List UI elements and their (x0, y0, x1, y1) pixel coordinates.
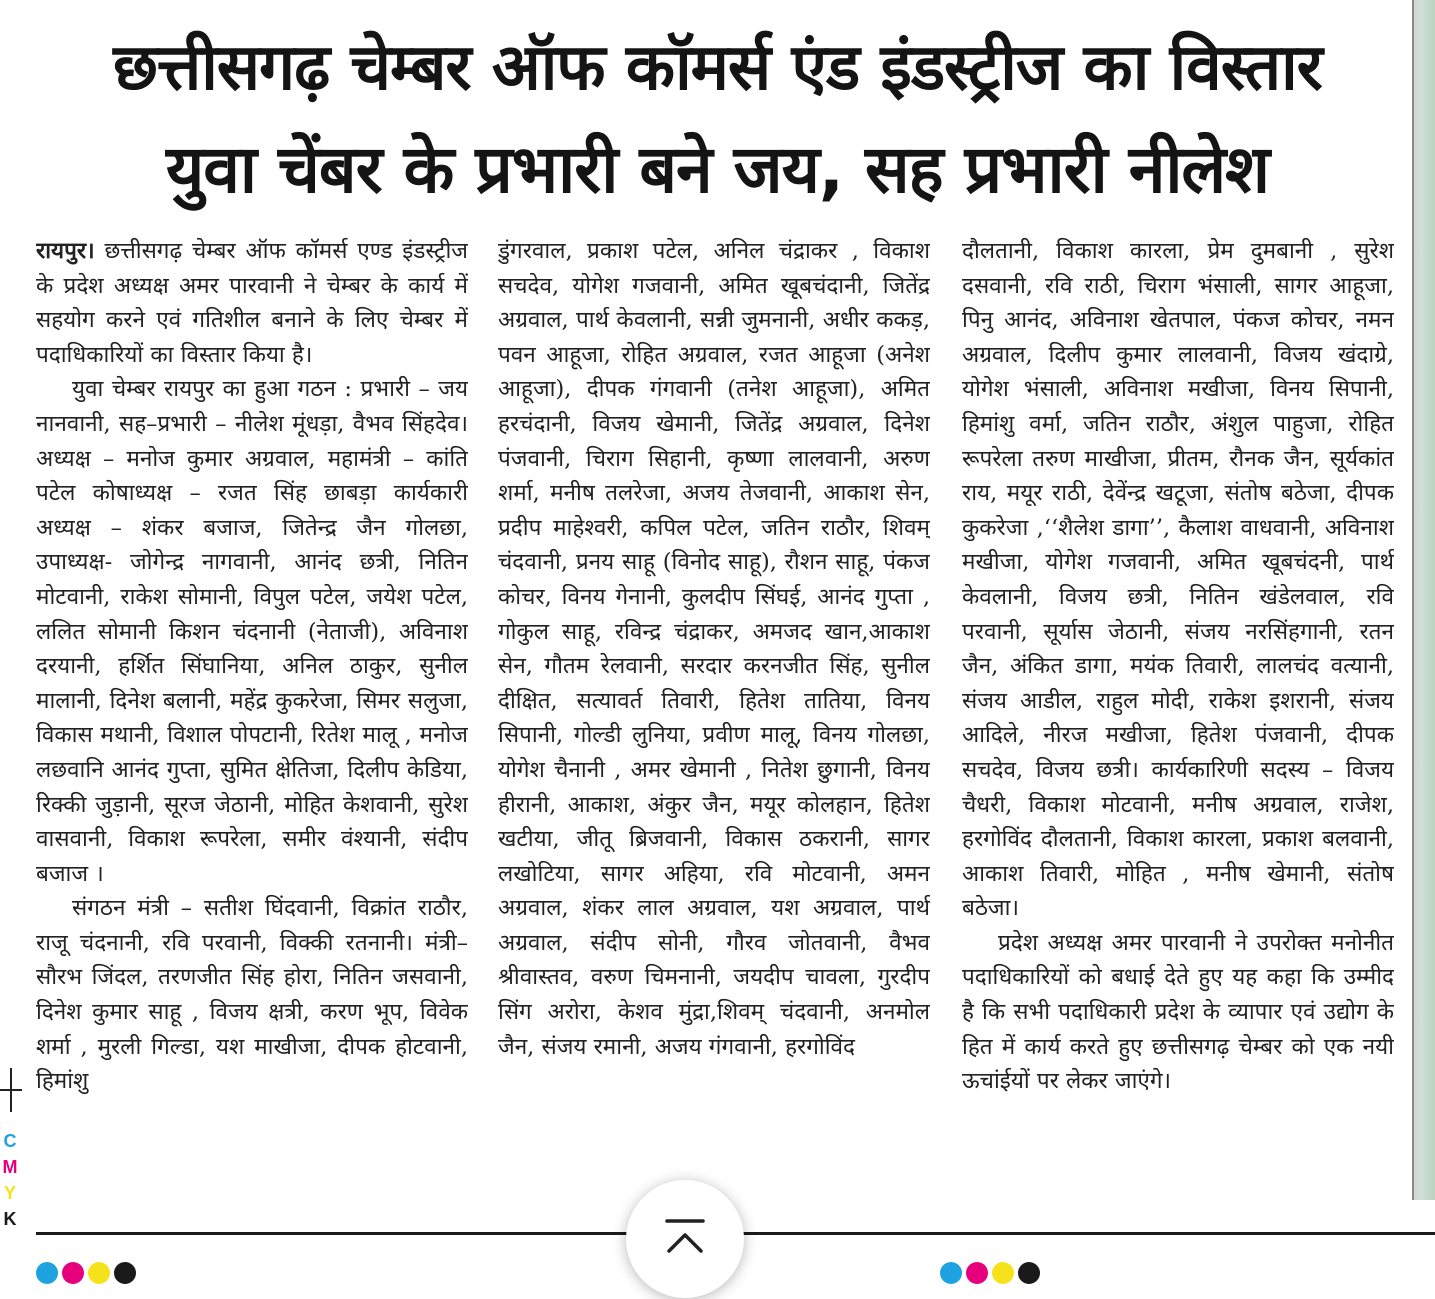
registration-mark-icon (0, 1068, 22, 1112)
color-bar-right (940, 1262, 1040, 1284)
cmyk-letter-k: K (3, 1209, 17, 1229)
cmyk-letter-m: M (2, 1157, 18, 1177)
article-paragraph: प्रदेश अध्यक्ष अमर पारवानी ने उपरोक्त मनोनीत पदाधिकारियों को बधाई देते हुए यह कहा कि उम्मीद है कि सभी पदाधिकारी प्रदेश के व्यापार एवं उद्योग के हित में कार्य करते हुए छत्तीसगढ़ चेम्बर को एक नयी ऊचांईयों पर लेकर जाएंगे। (962, 929, 1394, 1095)
cmyk-letter-c: C (3, 1131, 17, 1151)
article-paragraph: डुंगरवाल, प्रकाश पटेल, अनिल चंद्राकर , विकाश सचदेव, योगेश गजवानी, अमित खूबचंदानी, जितेंद्र अग्रवाल, पार्थ केवलानी, सन्नी जुमनानी, अधीर ककड़, पवन आहूजा, रोहित अग्रवाल, रजत आहूजा (अनेश आहूजा), दीपक गंगवानी (तनेश आहूजा), अमित हरचंदानी, विजय खेमानी, जितेंद्र अग्रवाल, दिनेश पंजवानी, चिराग सिहानी, कृष्णा लालवानी, अरुण शर्मा, मनीष तलरेजा, अजय तेजवानी, आकाश सेन, प्रदीप माहेश्वरी, कपिल पटेल, जतिन राठौर, शिवम् चंदवानी, प्रनय साहू (विनोद साहू), रौशन साहू, पंकज कोचर, विनय गेनानी, कुलदीप सिंघई, आनंद गुप्ता , गोकुल साहू, रविन्द्र चंद्राकर, अमजद खान,आकाश सेन, गौतम रेलवानी, सरदार करनजीत सिंह, सुनील दीक्षित, सत्यावर्त तिवारी, हितेश तातिया, विनय सिपानी, गोल्डी लुनिया, प्रवीण मालू, विनय गोलछा, योगेश चैनानी , अमर खेमानी , नितेश छुगानी, विनय हीरानी, आकाश, अंकुर जैन, मयूर कोलहान, हितेश खटीया, जीतू ब्रिजवानी, विकास ठकरानी, सागर लखोटिया, सागर अहिया, रवि मोटवानी, अमन अग्रवाल, शंकर लाल अग्रवाल, यश अग्रवाल, पार्थ अग्रवाल, संदीप सोनी, गौरव जोतवानी, वैभव श्रीवास्तव, वरुण चिमनानी, जयदीप चावला, गुरदीप सिंग अरोरा, केशव मुंद्रा,शिवम् चंदवानी, अनमोल जैन, संजय रमानी, अजय गंगवानी, हरगोविंद (498, 238, 930, 1060)
dateline: रायपुर। (36, 238, 95, 264)
scroll-to-top-button[interactable] (626, 1180, 744, 1298)
article-paragraph: युवा चेम्बर रायपुर का हुआ गठन : प्रभारी – जय नानवानी, सह–प्रभारी – नीलेश मूंधड़ा, वैभव सिंहदेव। अध्यक्ष – मनोज कुमार अग्रवाल, महामंत्री – कांति पटेल कोषाध्यक्ष – रजत सिंह छाबड़ा कार्यकारी अध्यक्ष – शंकर बजाज, जितेन्द्र जैन गोलछा, उपाध्यक्ष- जोगेन्द्र नागवानी, आनंद छत्री, नितिन मोटवानी, राकेश सोमानी, विपुल पटेल, जयेश पटेल, ललित सोमानी किशन चंदनानी (नेताजी), अविनाश दरयानी, हर्शित सिंघानिया, अनिल ठाकुर, सुनील मालानी, दिनेश बलानी, महेंद्र कुकरेजा, सिमर सलुजा, विकास मथानी, विशाल पोपटानी, रितेश मालू , मनोज लछवानि आनंद गुप्ता, सुमित क्षेतिजा, दिलीप केडिया, रिक्की जुड़ानी, सूरज जेठानी, मोहित केशवानी, सुरेश वासवानी, विकाश रूपरेला, समीर वंश्यानी, संदीप बजाज । (36, 376, 468, 887)
article-column-3 (962, 234, 1394, 1202)
chevron-up-icon (661, 1215, 709, 1263)
headline-line-2: युवा चेंबर के प्रभारी बने जय, सह प्रभारी नीलेश (165, 131, 1270, 208)
magenta-dot (966, 1262, 988, 1284)
cmyk-letter-y: Y (3, 1183, 16, 1203)
yellow-dot (88, 1262, 110, 1284)
article-paragraph: दौलतानी, विकाश कारला, प्रेम दुमबानी , सुरेश दसवानी, रवि राठी, चिराग भंसाली, सागर आहूजा, पिनु आनंद, अविनाश खेतपाल, पंकज कोचर, नमन अग्रवाल, दिलीप कुमार लालवानी, विजय खंदाग्रे, योगेश भंसाली, अविनाश मखीजा, विनय सिपानी, हिमांशु वर्मा, जतिन राठौर, अंशुल पाहुजा, रोहित रूपरेला तरुण माखीजा, प्रीतम, रौनक जैन, सूर्यकांत राय, मयूर राठी, देवेंन्द्र खटूजा, संतोष बठेजा, दीपक कुकरेजा ,‘‘शैलेश डागा’’, कैलाश वाधवानी, अविनाश मखीजा, योगेश गजवानी, अमित खूबचंदनी, पार्थ केवलानी, विजय छत्री, नितिन खंडेलवाल, रवि परवानी, सूर्यास जेठानी, संजय नरसिंहगानी, रतन जैन, अंकित डागा, मयंक तिवारी, लालचंद वत्यानी, संजय आडील, राहुल मोदी, राकेश इशरानी, संजय आदिले, नीरज मखीजा, हितेश पंजवानी, दीपक सचदेव, विजय छत्री। कार्यकारिणी सदस्य – विजय चैधरी, विकाश मोटवानी, मनीष अग्रवाल, राजेश, हरगोविंद दौलतानी, विकाश कारला, प्रकाश बलवानी, आकाश तिवारी, मोहित , मनीष खेमानी, संतोष बठेजा। (962, 238, 1394, 922)
cmyk-label (0, 1128, 20, 1232)
paragraph-text: छत्तीसगढ़ चेम्बर ऑफ कॉमर्स एण्ड इंडस्ट्रीज के प्रदेश अध्यक्ष अमर पारवानी ने चेम्बर के कार्य में सहयोग करने एवं गतिशील बनाने के लिए चेम्बर में पदाधिकारियों का विस्तार किया है। (36, 238, 468, 368)
headline-line-1: छत्तीसगढ़ चेम्बर ऑफ कॉमर्स एंड इंडस्ट्रीज का विस्तार (113, 31, 1322, 105)
article-column-1 (36, 234, 468, 1202)
color-bar-left (36, 1262, 136, 1284)
black-dot (114, 1262, 136, 1284)
cyan-dot (940, 1262, 962, 1284)
article-paragraph (36, 234, 468, 372)
article-paragraph: संगठन मंत्री – सतीश घिंदवानी, विक्रांत राठौर, राजू चंदनानी, रवि परवानी, विक्की रतनानी। मंत्री– सौरभ जिंदल, तरणजीत सिंह होरा, नितिन जसवानी, दिनेश कुमार साहू , विजय क्षत्री, करण भूप, विवेक शर्मा , मुरली गिल्डा, यश माखीजा, दीपक होटवानी, हिमांशु (36, 895, 468, 1095)
black-dot (1018, 1262, 1040, 1284)
article-column-2 (498, 234, 930, 1202)
yellow-dot (992, 1262, 1014, 1284)
cyan-dot (36, 1262, 58, 1284)
magenta-dot (62, 1262, 84, 1284)
